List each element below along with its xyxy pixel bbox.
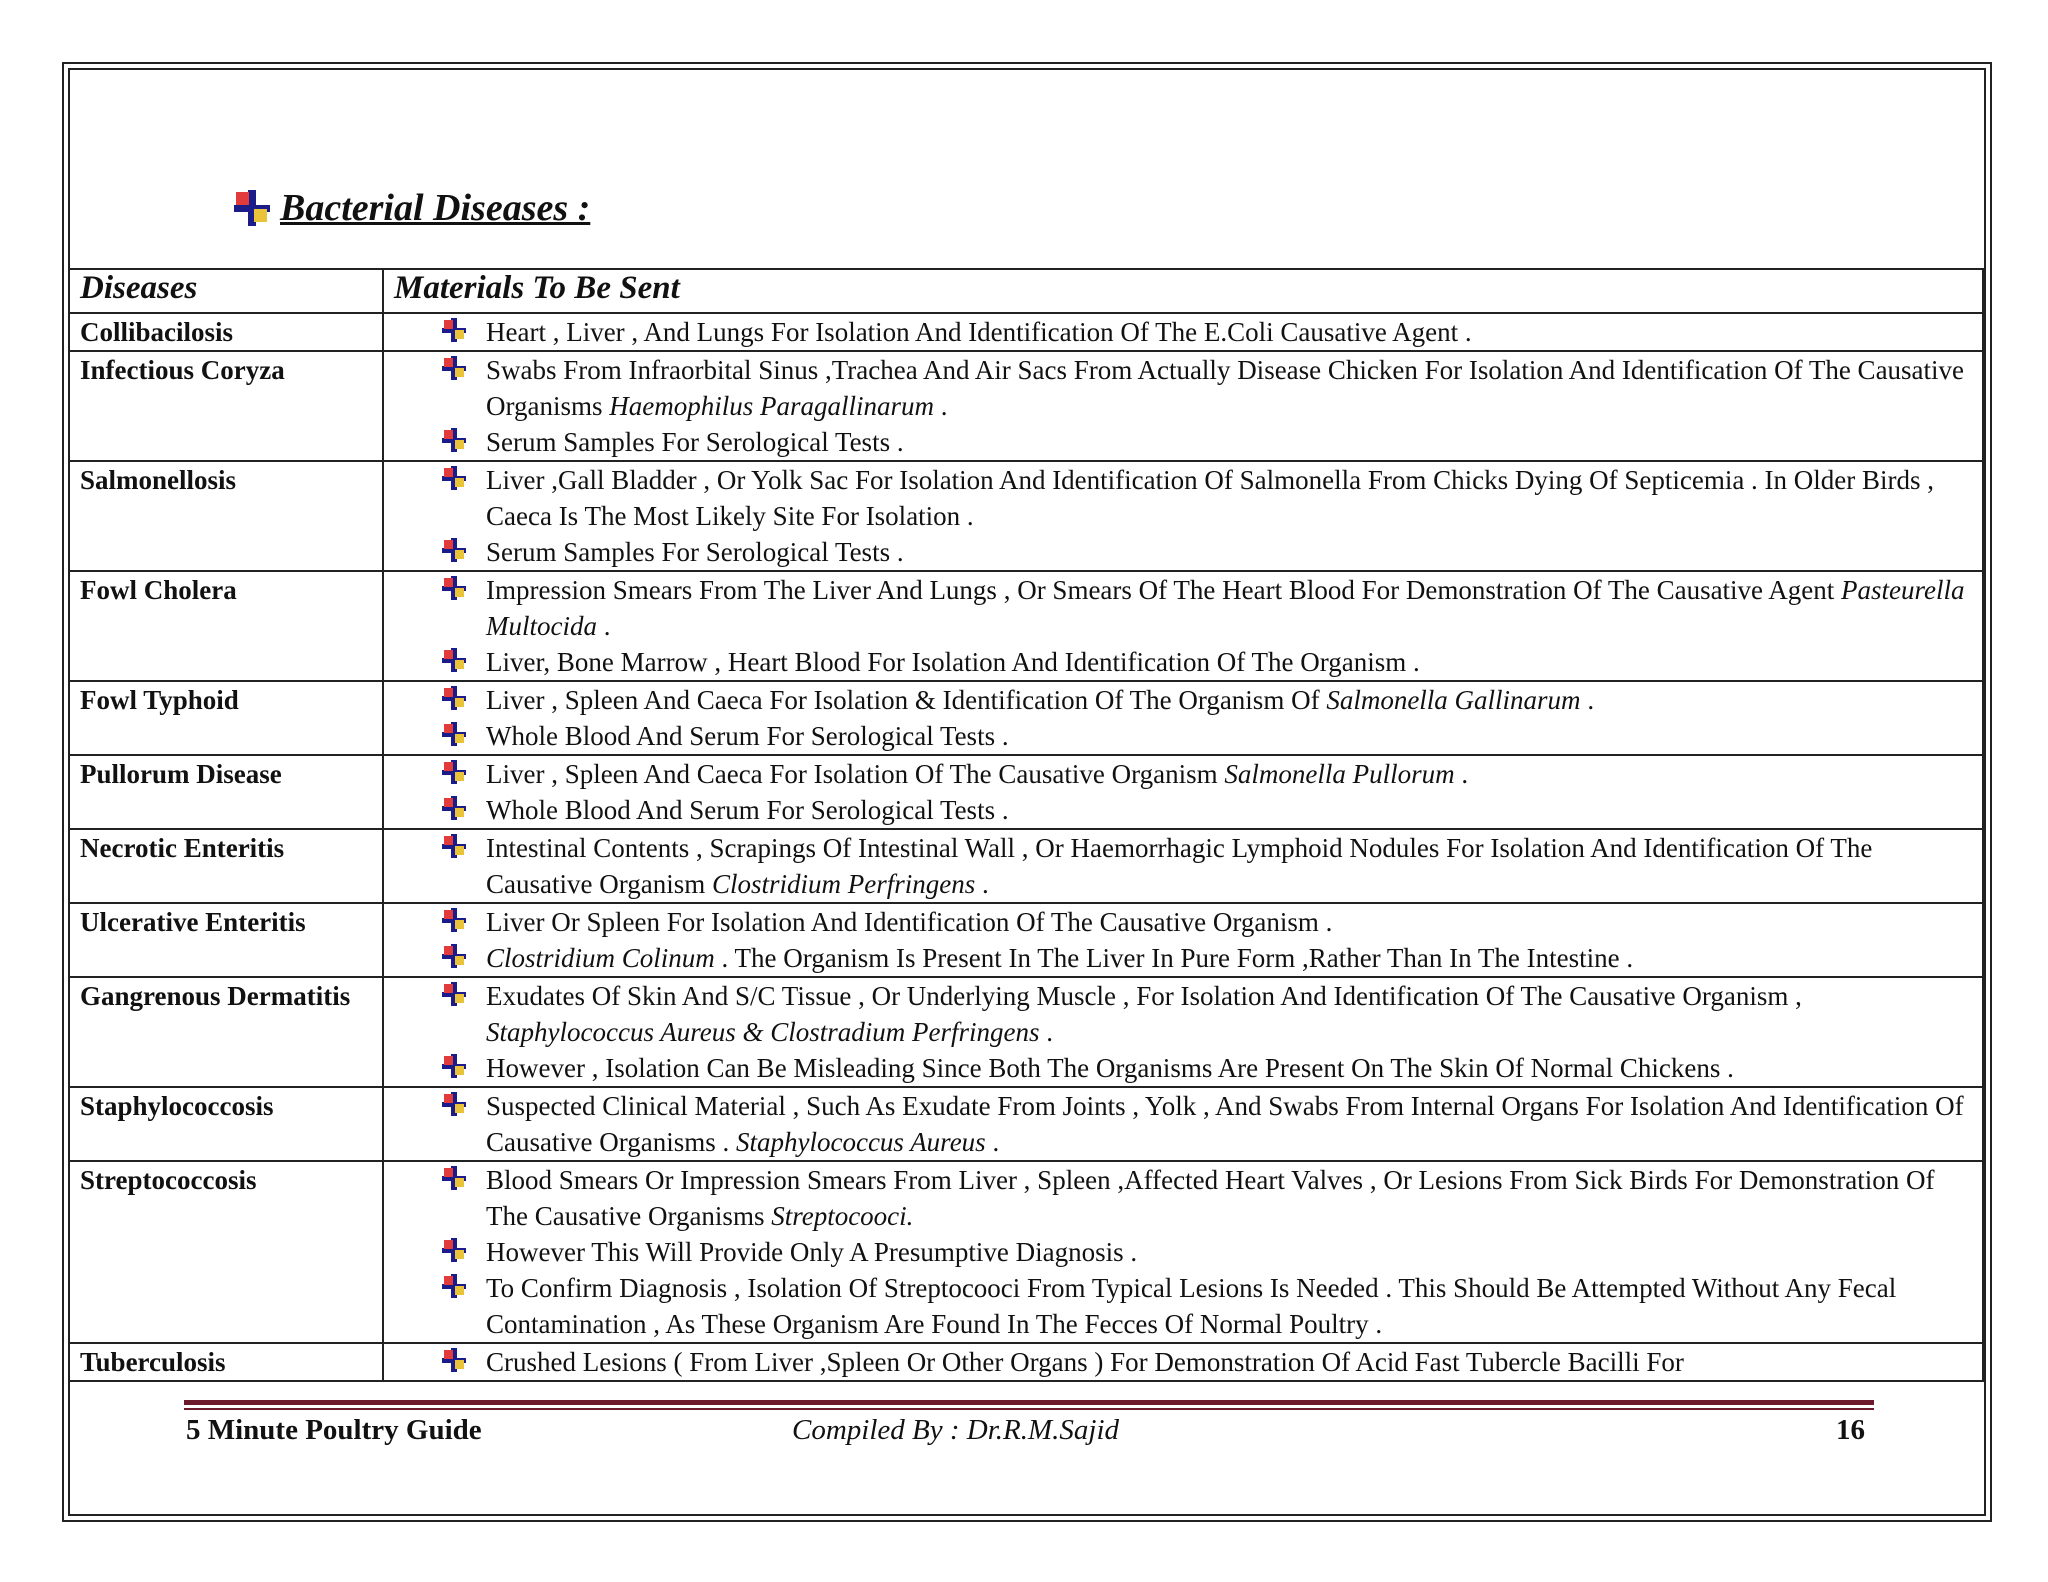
- table-row: [69, 1161, 1983, 1343]
- table-row: [69, 571, 1983, 681]
- materials-cell: [383, 571, 1983, 681]
- item-text: [486, 1088, 1972, 1160]
- item-text: [486, 1050, 1972, 1086]
- list-item: [394, 644, 1972, 680]
- list-item: [394, 940, 1972, 976]
- column-header-materials: Materials To Be Sent: [383, 269, 1983, 313]
- plus-cross-bullet-icon: [442, 944, 466, 968]
- materials-cell: [383, 313, 1983, 351]
- list-item: [394, 978, 1972, 1050]
- item-text-segment: Liver , Spleen And Caeca For Isolation Of The Causative Organism: [486, 759, 1225, 789]
- item-text-segment: Whole Blood And Serum For Serological Tests .: [486, 721, 1009, 751]
- plus-cross-bullet-icon: [442, 1092, 466, 1116]
- list-item: [394, 462, 1972, 534]
- item-text-segment: Exudates Of Skin And S/C Tissue , Or Underlying Muscle , For Isolation And Identification Of The Causative Organism ,: [486, 981, 1802, 1011]
- list-item: [394, 424, 1972, 460]
- list-item: [394, 1050, 1972, 1086]
- item-text: [486, 1162, 1972, 1234]
- organism-name: Salmonella Gallinarum: [1326, 685, 1581, 715]
- plus-cross-bullet-icon: [442, 796, 466, 820]
- list-item: [394, 830, 1972, 902]
- plus-cross-bullet-icon: [442, 428, 466, 452]
- table-row: [69, 977, 1983, 1087]
- item-text-segment: Serum Samples For Serological Tests .: [486, 537, 904, 567]
- plus-cross-bullet-icon: [442, 760, 466, 784]
- disease-name: Collibacilosis: [69, 313, 383, 351]
- item-text-segment: Liver , Spleen And Caeca For Isolation & Identification Of The Organism Of: [486, 685, 1327, 715]
- materials-cell: [383, 1087, 1983, 1161]
- item-text-segment: .: [1580, 685, 1595, 715]
- item-text-segment: . The Organism Is Present In The Liver In Pure Form ,Rather Than In The Intestine .: [714, 943, 1634, 973]
- item-text: [486, 572, 1972, 644]
- list-item: [394, 682, 1972, 718]
- disease-name: Pullorum Disease: [69, 755, 383, 829]
- disease-name: Fowl Typhoid: [69, 681, 383, 755]
- disease-name: Fowl Cholera: [69, 571, 383, 681]
- materials-cell: [383, 681, 1983, 755]
- table-row: [69, 313, 1983, 351]
- section-heading: [234, 186, 590, 230]
- item-text: [486, 682, 1972, 718]
- materials-cell: [383, 1343, 1983, 1381]
- item-text-segment: However , Isolation Can Be Misleading Since Both The Organisms Are Present On The Skin Of Normal Chickens .: [486, 1053, 1734, 1083]
- disease-name: Infectious Coryza: [69, 351, 383, 461]
- table-row: [69, 681, 1983, 755]
- item-text-segment: Blood Smears Or Impression Smears From Liver , Spleen ,Affected Heart Valves , Or Lesions From Sick Birds For Demonstration Of The Causative Organisms: [486, 1165, 1935, 1231]
- plus-cross-bullet-icon: [442, 648, 466, 672]
- footer-book-title: 5 Minute Poultry Guide: [186, 1414, 482, 1446]
- plus-cross-bullet-icon: [442, 908, 466, 932]
- list-item: [394, 314, 1972, 350]
- section-title: Bacterial Diseases :: [280, 187, 591, 229]
- item-text: [486, 1234, 1972, 1270]
- item-text-segment: Impression Smears From The Liver And Lungs , Or Smears Of The Heart Blood For Demonstration Of The Causative Agent: [486, 575, 1842, 605]
- list-item: [394, 1234, 1972, 1270]
- item-text: [486, 792, 1972, 828]
- disease-name: Necrotic Enteritis: [69, 829, 383, 903]
- list-item: [394, 572, 1972, 644]
- table-row: [69, 1087, 1983, 1161]
- organism-name: Staphylococcus Aureus: [735, 1127, 986, 1157]
- item-text-segment: Heart , Liver , And Lungs For Isolation And Identification Of The E.Coli Causative Agent .: [486, 317, 1472, 347]
- plus-cross-bullet-icon: [442, 538, 466, 562]
- list-item: [394, 792, 1972, 828]
- disease-name: Staphylococcosis: [69, 1087, 383, 1161]
- item-text: [486, 940, 1972, 976]
- item-text: [486, 314, 1972, 350]
- table-row: [69, 755, 1983, 829]
- plus-cross-bullet-icon: [442, 318, 466, 342]
- list-item: [394, 1088, 1972, 1160]
- item-text-segment: .: [985, 1127, 1000, 1157]
- materials-cell: [383, 755, 1983, 829]
- materials-cell: [383, 903, 1983, 977]
- item-text-segment: However This Will Provide Only A Presumptive Diagnosis .: [486, 1237, 1138, 1267]
- organism-name: Salmonella Pullorum: [1224, 759, 1455, 789]
- item-text: [486, 978, 1972, 1050]
- disease-name: Tuberculosis: [69, 1343, 383, 1381]
- list-item: [394, 1344, 1972, 1380]
- table-row: [69, 351, 1983, 461]
- plus-cross-bullet-icon: [442, 982, 466, 1006]
- disease-name: Ulcerative Enteritis: [69, 903, 383, 977]
- list-item: [394, 1162, 1972, 1234]
- item-text-segment: Liver ,Gall Bladder , Or Yolk Sac For Isolation And Identification Of Salmonella From Chicks Dying Of Septicemia . In Older Birds , Caeca Is The Most Likely Site For Isolation .: [486, 465, 1935, 531]
- footer-rule: [184, 1400, 1874, 1405]
- list-item: [394, 718, 1972, 754]
- materials-cell: [383, 829, 1983, 903]
- item-text-segment: Swabs From Infraorbital Sinus ,Trachea And Air Sacs From Actually Disease Chicken For Isolation And Identification Of The Causative Organisms: [486, 355, 1965, 421]
- plus-cross-bullet-icon: [442, 1166, 466, 1190]
- item-text-segment: Intestinal Contents , Scrapings Of Intestinal Wall , Or Haemorrhagic Lymphoid Nodules For Isolation And Identification Of The Causative Organism: [486, 833, 1873, 899]
- item-text-segment: .: [975, 869, 989, 899]
- organism-name: Streptocooci.: [771, 1201, 914, 1231]
- plus-cross-bullet-icon: [442, 686, 466, 710]
- plus-cross-bullet-icon: [442, 1348, 466, 1372]
- materials-cell: [383, 351, 1983, 461]
- disease-name: Streptococcosis: [69, 1161, 383, 1343]
- disease-name: Gangrenous Dermatitis: [69, 977, 383, 1087]
- materials-cell: [383, 461, 1983, 571]
- plus-cross-bullet-icon: [442, 576, 466, 600]
- table-header-row: [69, 269, 1983, 313]
- item-text: [486, 534, 1972, 570]
- footer-compiled-by: Compiled By : Dr.R.M.Sajid: [792, 1414, 1120, 1446]
- materials-cell: [383, 1161, 1983, 1343]
- plus-cross-bullet-icon: [234, 190, 270, 226]
- item-text-segment: .: [934, 391, 948, 421]
- footer-rule-thin: [184, 1408, 1874, 1410]
- item-text: [486, 756, 1972, 792]
- item-text: [486, 352, 1972, 424]
- organism-name: Clostridium Perfringens: [711, 869, 976, 899]
- item-text-segment: Liver Or Spleen For Isolation And Identification Of The Causative Organism .: [486, 907, 1333, 937]
- item-text: [486, 644, 1972, 680]
- item-text-segment: To Confirm Diagnosis , Isolation Of Streptocooci From Typical Lesions Is Needed . This Should Be Attempted Without Any Fecal Contamination , As These Organism Are Found In The Fecces Of Normal Poultry .: [486, 1273, 1897, 1339]
- plus-cross-bullet-icon: [442, 722, 466, 746]
- plus-cross-bullet-icon: [442, 1238, 466, 1262]
- item-text-segment: .: [596, 611, 611, 641]
- list-item: [394, 756, 1972, 792]
- item-text-segment: .: [1039, 1017, 1053, 1047]
- page-number: 16: [1836, 1414, 1865, 1446]
- list-item: [394, 1270, 1972, 1342]
- table-row: [69, 461, 1983, 571]
- list-item: [394, 904, 1972, 940]
- item-text: [486, 718, 1972, 754]
- list-item: [394, 534, 1972, 570]
- plus-cross-bullet-icon: [442, 1274, 466, 1298]
- plus-cross-bullet-icon: [442, 356, 466, 380]
- plus-cross-bullet-icon: [442, 466, 466, 490]
- plus-cross-bullet-icon: [442, 1054, 466, 1078]
- organism-name: Pasteurella Multocida: [486, 575, 1965, 641]
- column-header-diseases: Diseases: [69, 269, 383, 313]
- table-row: [69, 903, 1983, 977]
- organism-name: Clostridium Colinum: [486, 943, 715, 973]
- item-text: [486, 1344, 1972, 1380]
- item-text-segment: .: [1454, 759, 1469, 789]
- item-text-segment: Liver, Bone Marrow , Heart Blood For Isolation And Identification Of The Organism .: [486, 647, 1420, 677]
- item-text: [486, 1270, 1972, 1342]
- item-text: [486, 904, 1972, 940]
- item-text-segment: Whole Blood And Serum For Serological Tests .: [486, 795, 1009, 825]
- list-item: [394, 352, 1972, 424]
- materials-cell: [383, 977, 1983, 1087]
- organism-name: Haemophilus Paragallinarum: [609, 391, 935, 421]
- disease-name: Salmonellosis: [69, 461, 383, 571]
- item-text: [486, 462, 1972, 534]
- item-text: [486, 830, 1972, 902]
- diseases-table: [68, 268, 1984, 1382]
- plus-cross-bullet-icon: [442, 834, 466, 858]
- item-text-segment: Suspected Clinical Material , Such As Exudate From Joints , Yolk , And Swabs From Internal Organs For Isolation And Identification Of Causative Organisms .: [486, 1091, 1964, 1157]
- item-text: [486, 424, 1972, 460]
- table-row: [69, 1343, 1983, 1381]
- item-text-segment: Crushed Lesions ( From Liver ,Spleen Or Other Organs ) For Demonstration Of Acid Fast Tubercle Bacilli For: [486, 1347, 1684, 1377]
- item-text-segment: Serum Samples For Serological Tests .: [486, 427, 904, 457]
- organism-name: Staphylococcus Aureus & Clostradium Perfringens: [486, 1017, 1040, 1047]
- table-row: [69, 829, 1983, 903]
